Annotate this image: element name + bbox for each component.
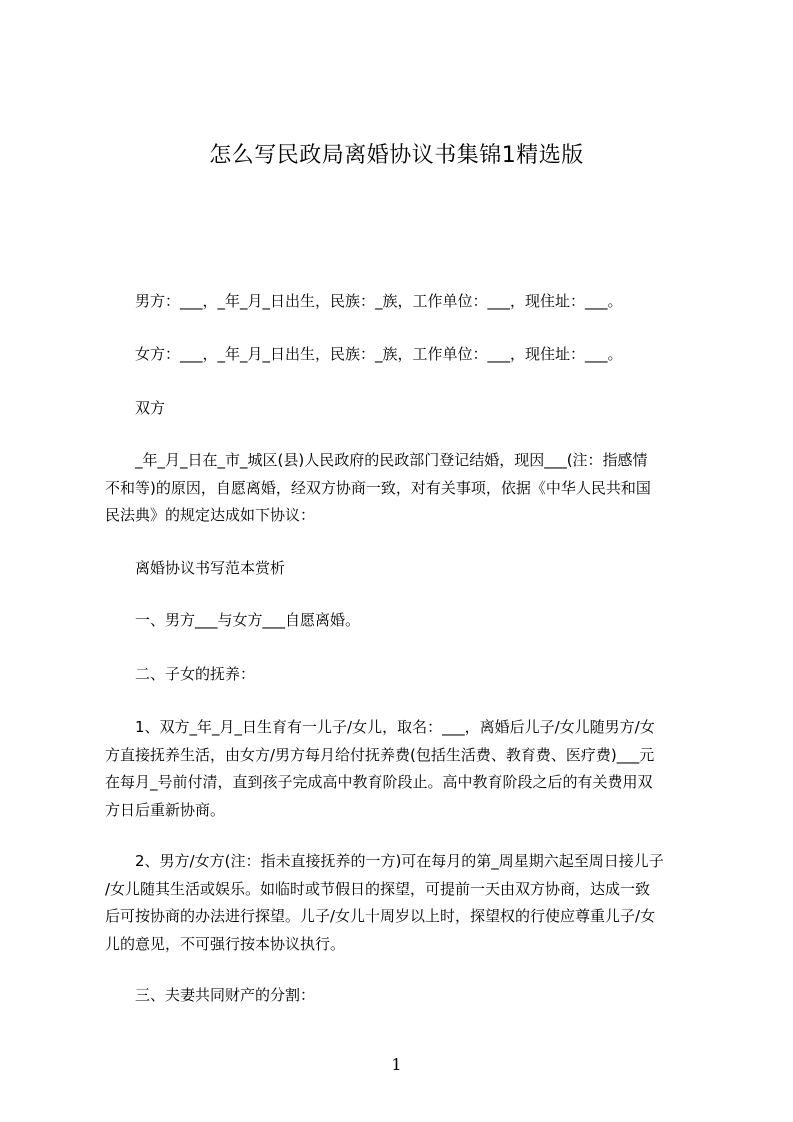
paragraph-line: 民法典》的规定达成如下协议：	[105, 506, 316, 524]
paragraph-line: 后可按协商的办法进行探望。儿子/女儿十周岁以上时，探望权的行使应尊重儿子/女	[105, 907, 656, 925]
paragraph-line: 不和等)的原因，自愿离婚，经双方协商一致，对有关事项，依据《中华人民共和国	[105, 478, 651, 497]
analysis-heading: 离婚协议书写范本赏析	[135, 559, 286, 577]
paragraph-line: 方日后重新协商。	[105, 800, 226, 819]
paragraph-line: 儿的意见，不可强行按本协议执行。	[105, 934, 346, 953]
intro-paragraph	[105, 447, 691, 530]
paragraph-line: 在每月_号前付清，直到孩子完成高中教育阶段止。高中教育阶段之后的有关费用双	[105, 773, 653, 791]
paragraph-line: /女儿随其生活或娱乐。如临时或节假日的探望，可提前一天由双方协商，达成一致	[105, 879, 651, 898]
page-number: 1	[391, 1055, 402, 1074]
paragraph-line: 2、男方/女方(注：指未直接抚养的一方)可在每月的第_周星期六起至周日接儿子	[135, 852, 664, 870]
section-one-heading: 一、男方___与女方___自愿离婚。	[135, 611, 361, 629]
document-title: 怎么写民政局离婚协议书集锦1精选版	[209, 143, 584, 168]
section-three-heading: 三、夫妻共同财产的分割：	[135, 986, 316, 1004]
paragraph-line: 方直接抚养生活，由女方/男方每月给付抚养费(包括生活费、教育费、医疗费)___元	[105, 745, 655, 764]
clause-2-paragraph	[105, 848, 691, 958]
paragraph-line: _年_月_日在_市_城区(县)人民政府的民政部门登记结婚，现因___(注：指感情	[135, 451, 648, 469]
paragraph-line: 1、双方_年_月_日生育有一儿子/女儿，取名：___，离婚后儿子/女儿随男方/女	[135, 718, 655, 736]
clause-1-paragraph	[105, 714, 691, 824]
section-two-heading: 二、子女的抚养：	[135, 665, 256, 683]
male-party-line: 男方：___，_年_月_日出生，民族：_族，工作单位：___，现住址：___。	[135, 292, 623, 310]
both-parties-label: 双方	[135, 399, 166, 417]
female-party-line: 女方：___，_年_月_日出生，民族：_族，工作单位：___，现住址：___。	[135, 345, 623, 363]
